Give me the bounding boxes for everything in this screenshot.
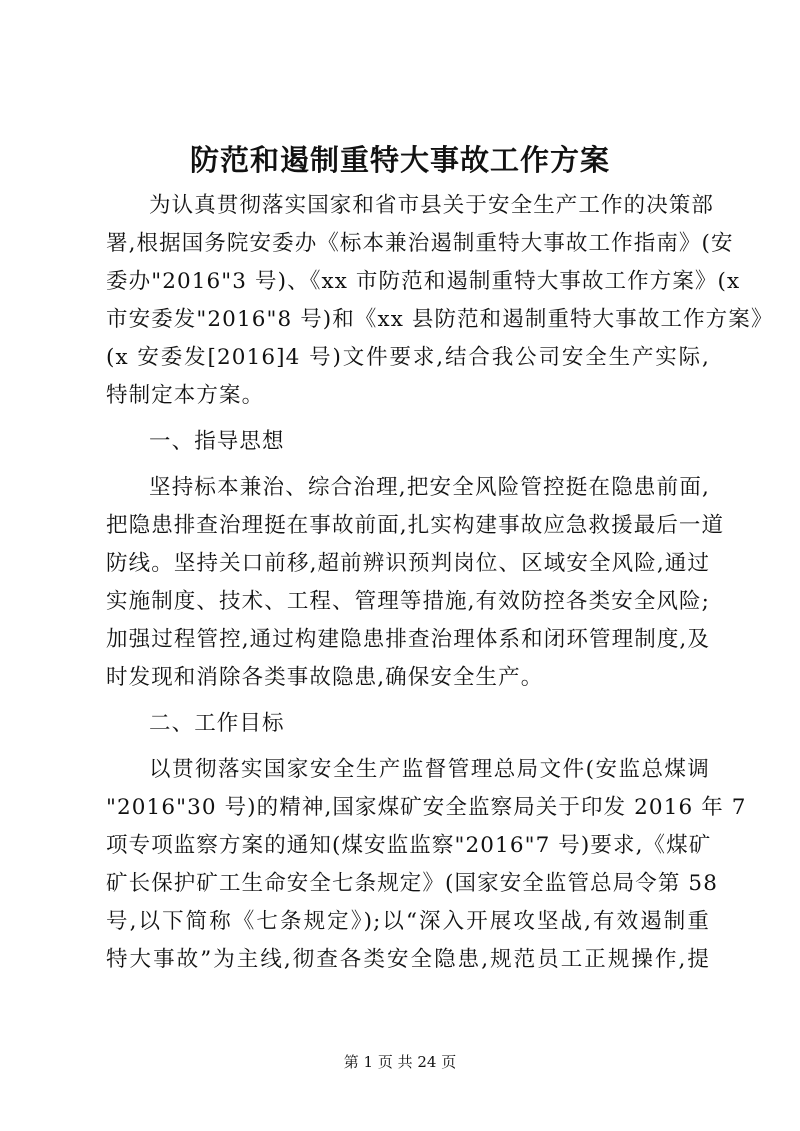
paragraph-line: 坚持标本兼治、综合治理,把安全风险管控挺在隐患前面, (149, 475, 710, 500)
paragraph-line: 为认真贯彻落实国家和省市县关于安全生产工作的决策部 (149, 193, 715, 218)
paragraph-line: 市安委发"2016"8 号)和《xx 县防范和遏制重特大事故工作方案》 (106, 307, 774, 332)
paragraph-line: 加强过程管控,通过构建隐患排查治理体系和闭环管理制度,及 (106, 627, 710, 652)
paragraph-line: 项专项监察方案的通知(煤安监监察"2016"7 号)要求,《煤矿 (106, 833, 712, 858)
paragraph-line: "2016"30 号)的精神,国家煤矿安全监察局关于印发 2016 年 7 (106, 795, 747, 820)
paragraph-line: 矿长保护矿工生命安全七条规定》(国家安全监管总局令第 58 (106, 871, 718, 896)
page-footer: 第 1 页 共 24 页 (343, 1053, 457, 1071)
paragraph-line: 特制定本方案。 (106, 383, 265, 408)
paragraph-line: 实施制度、技术、工程、管理等措施,有效防控各类安全风险; (106, 589, 710, 614)
paragraph-line: 防线。坚持关口前移,超前辨识预判岗位、区域安全风险,通过 (106, 551, 710, 576)
document-body (106, 187, 774, 979)
section-heading: 二、工作目标 (149, 711, 285, 736)
paragraph-line: (x 安委发[2016]4 号)文件要求,结合我公司安全生产实际, (106, 345, 710, 370)
paragraph-line: 以贯彻落实国家安全生产监督管理总局文件(安监总煤调 (149, 757, 710, 782)
paragraph-line: 署,根据国务院安委办《标本兼治遏制重特大事故工作指南》(安 (106, 231, 734, 256)
paragraph-line: 特大事故”为主线,彻查各类安全隐患,规范员工正规操作,提 (106, 947, 710, 972)
document-title: 防范和遏制重特大事故工作方案 (189, 143, 610, 177)
paragraph-line: 号,以下简称《七条规定》);以“深入开展攻坚战,有效遏制重 (106, 909, 710, 934)
section-heading: 一、指导思想 (149, 429, 285, 454)
paragraph-line: 把隐患排查治理挺在事故前面,扎实构建事故应急救援最后一道 (106, 513, 725, 538)
paragraph-line: 时发现和消除各类事故隐患,确保安全生产。 (106, 665, 544, 690)
paragraph-line: 委办"2016"3 号)、《xx 市防范和遏制重特大事故工作方案》(x (106, 269, 741, 294)
